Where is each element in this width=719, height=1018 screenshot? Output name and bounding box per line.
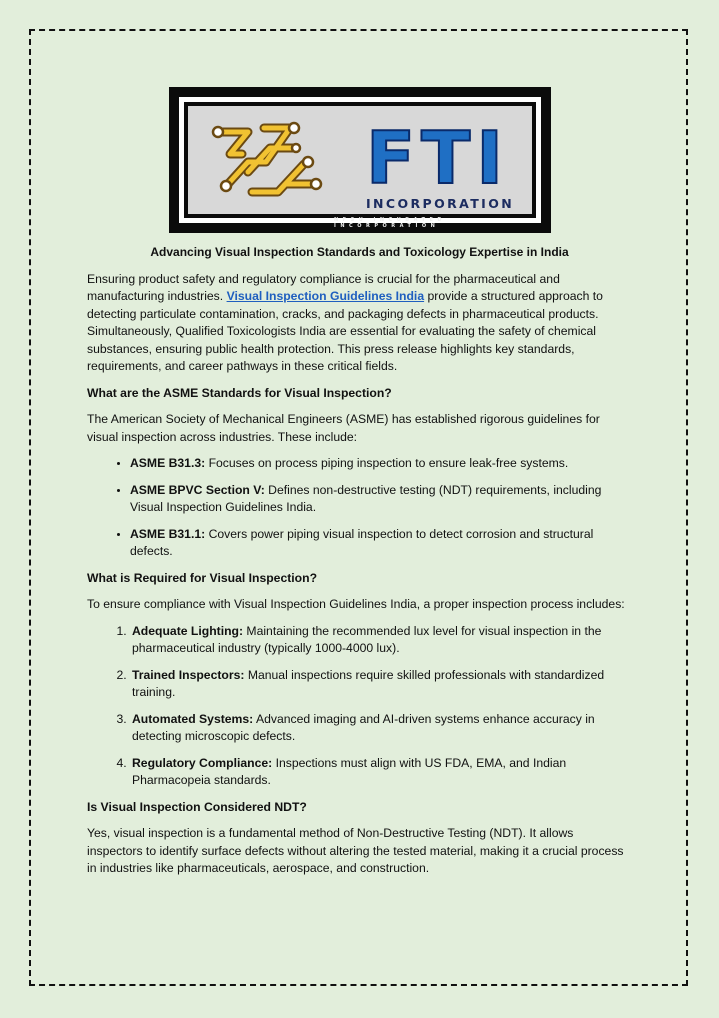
asme-standards-list xyxy=(87,455,632,561)
section-heading-ndt: Is Visual Inspection Considered NDT? xyxy=(87,799,307,814)
section-body-requirements: To ensure compliance with Visual Inspection Guidelines India, a proper inspection process includes: xyxy=(87,597,625,611)
document-title: Advancing Visual Inspection Standards and Toxicology Expertise in India xyxy=(150,245,569,259)
logo-tagline: NFSU INCUBATED INCORPORATION xyxy=(334,217,447,229)
intro-paragraph: Ensuring product safety and regulatory compliance is crucial for the pharmaceutical and manufacturing industries. Visual Inspection Guidelines India provide a structured approach to detecting particulate contamination, cracks, and packaging defects in pharmaceutical products. Simultaneously, Qualified Toxicologists India are essential for evaluating the safety of chemical substances, ensuring public health protection. This press release highlights key standards, requirements, and career pathways in these critical fields. xyxy=(87,271,603,373)
list-item: • ASME B31.1: Covers power piping visual inspection to detect corrosion and structural defects. xyxy=(130,526,632,561)
list-item: • ASME BPVC Section V: Defines non-destructive testing (NDT) requirements, including Visual Inspection Guidelines India. xyxy=(130,482,632,517)
logo-brand-text: FTI xyxy=(366,116,510,200)
section-body-ndt: Yes, visual inspection is a fundamental method of Non-Destructive Testing (NDT). It allows inspectors to identify surface defects without altering the tested material, making it a crucial process in industries like pharmaceuticals, aerospace, and construction. xyxy=(87,826,624,875)
circuit-emblem-icon xyxy=(208,114,328,204)
list-item: 2. Trained Inspectors: Manual inspections require skilled professionals with standardized training. xyxy=(130,667,632,702)
list-item: • ASME B31.3: Focuses on process piping inspection to ensure leak-free systems. xyxy=(130,455,632,473)
section-heading-requirements: What is Required for Visual Inspection? xyxy=(87,570,318,585)
section-heading-asme: What are the ASME Standards for Visual Inspection? xyxy=(87,385,392,400)
requirements-list xyxy=(87,623,632,790)
company-logo xyxy=(169,87,551,233)
list-item: 3. Automated Systems: Advanced imaging and AI-driven systems enhance accuracy in detecting microscopic defects. xyxy=(130,711,632,746)
list-item: 1. Adequate Lighting: Maintaining the recommended lux level for visual inspection in the pharmaceutical industry (typically 1000-4000 lux). xyxy=(130,623,632,658)
list-item: 4. Regulatory Compliance: Inspections must align with US FDA, EMA, and Indian Pharmacopeia standards. xyxy=(130,755,632,790)
section-body-asme: The American Society of Mechanical Engineers (ASME) has established rigorous guidelines for visual inspection across industries. These include: xyxy=(87,412,600,444)
logo-subtitle: INCORPORATION xyxy=(366,196,515,211)
visual-inspection-guidelines-link[interactable]: Visual Inspection Guidelines India xyxy=(226,289,425,303)
document-body xyxy=(87,244,632,887)
